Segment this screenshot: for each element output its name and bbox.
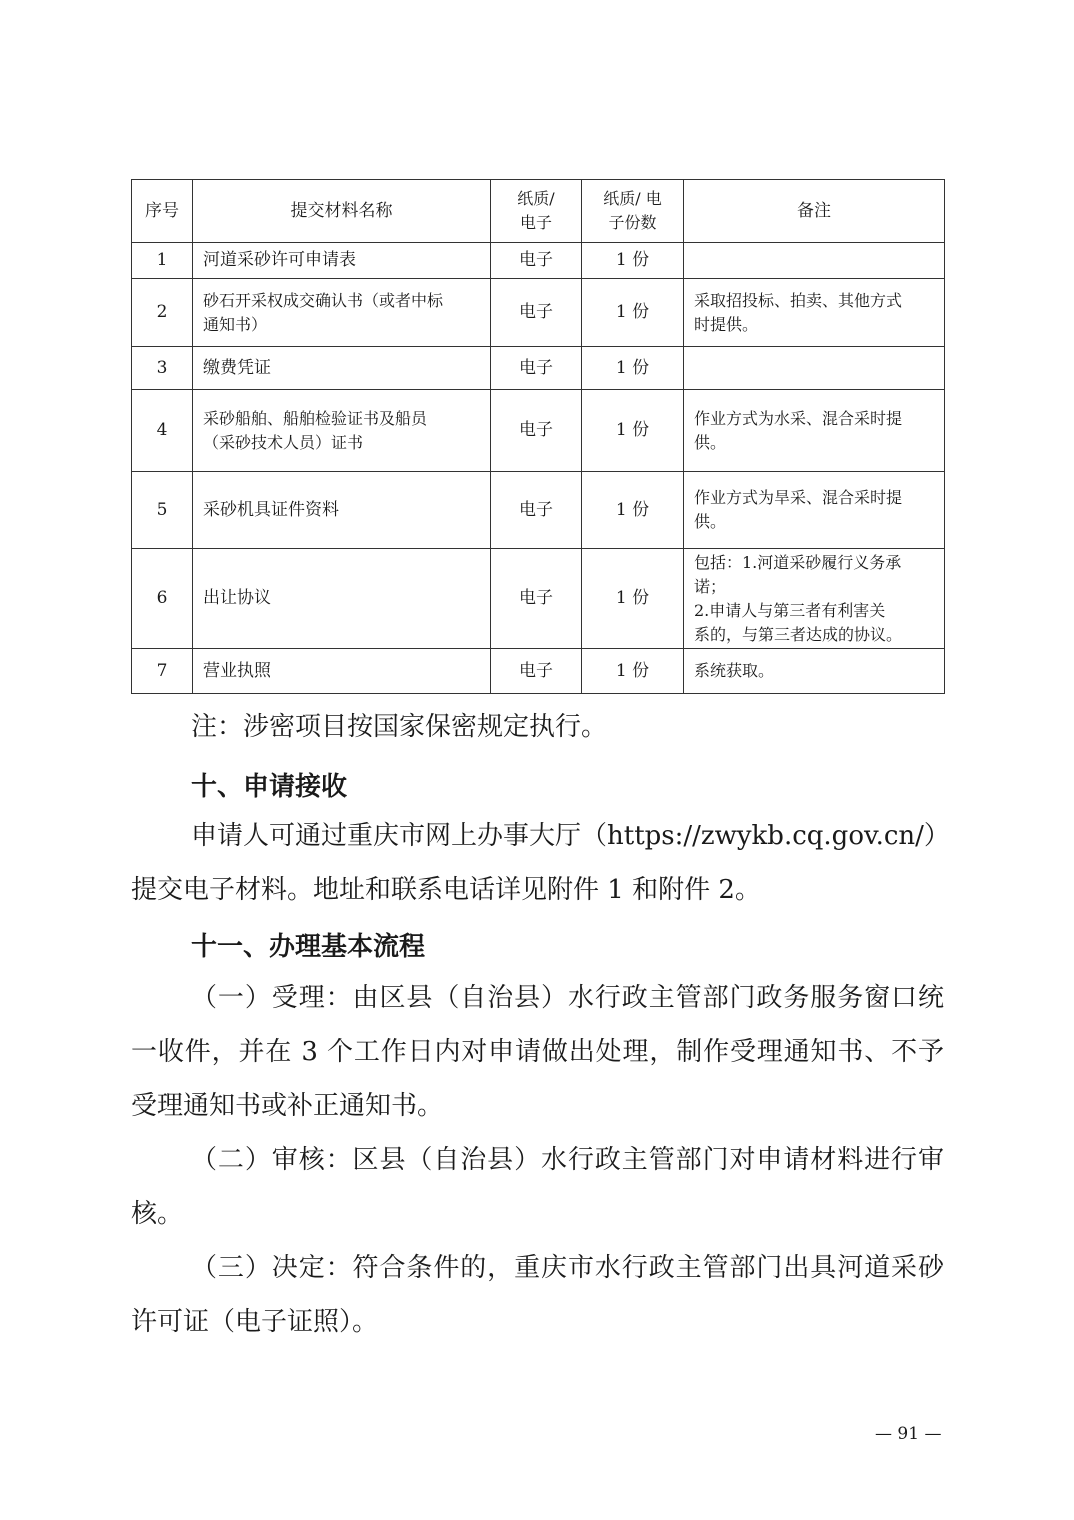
row-note: 作业方式为旱采、混合采时提 供。 — [684, 472, 945, 549]
row-copies: 1 份 — [582, 279, 684, 347]
row-name: 采砂机具证件资料 — [193, 472, 491, 549]
row-note: 系统获取。 — [684, 649, 945, 694]
row-no: 3 — [132, 347, 193, 390]
section-10-line-1: 申请人可通过重庆市网上办事大厅（https://zwykb.cq.gov.cn/） — [191, 821, 950, 851]
table-header-row — [132, 180, 945, 243]
row-copies: 1 份 — [582, 649, 684, 694]
row-name: 河道采砂许可申请表 — [193, 243, 491, 279]
row-copies: 1 份 — [582, 472, 684, 549]
section-11-heading: 十一、办理基本流程 — [191, 932, 426, 962]
row-note: 采取招投标、拍卖、其他方式 时提供。 — [684, 279, 945, 347]
table-row — [132, 347, 945, 390]
table-row — [132, 649, 945, 694]
row-note — [684, 347, 945, 390]
row-type: 电子 — [491, 279, 582, 347]
row-type: 电子 — [491, 347, 582, 390]
row-no: 6 — [132, 549, 193, 649]
row-no: 5 — [132, 472, 193, 549]
step-3-paragraph: （三）决定：符合条件的，重庆市水行政主管部门出具河道采砂许可证（电子证照）。 — [131, 1253, 944, 1337]
secrecy-footnote: 注：涉密项目按国家保密规定执行。 — [191, 712, 608, 742]
row-name: 采砂船舶、船舶检验证书及船员 （采砂技术人员）证书 — [193, 390, 491, 472]
row-name: 营业执照 — [193, 649, 491, 694]
row-note: 包括：1.河道采砂履行义务承 诺； 2.申请人与第三者有利害关 系的，与第三者达成的协议。 — [684, 549, 945, 649]
table-row — [132, 243, 945, 279]
table-row — [132, 472, 945, 549]
row-copies: 1 份 — [582, 549, 684, 649]
section-10-heading: 十、申请接收 — [191, 772, 348, 802]
row-no: 4 — [132, 390, 193, 472]
row-type: 电子 — [491, 243, 582, 279]
table-row — [132, 279, 945, 347]
row-no: 1 — [132, 243, 193, 279]
row-type: 电子 — [491, 390, 582, 472]
row-note: 作业方式为水采、混合采时提 供。 — [684, 390, 945, 472]
row-copies: 1 份 — [582, 390, 684, 472]
row-copies: 1 份 — [582, 243, 684, 279]
row-no: 7 — [132, 649, 193, 694]
table-row — [132, 390, 945, 472]
row-type: 电子 — [491, 649, 582, 694]
section-10-line-2: 提交电子材料。地址和联系电话详见附件 1 和附件 2。 — [131, 875, 761, 905]
header-name: 提交材料名称 — [193, 180, 491, 243]
row-name: 出让协议 — [193, 549, 491, 649]
row-note — [684, 243, 945, 279]
materials-table — [131, 179, 945, 694]
header-no: 序号 — [132, 180, 193, 243]
row-no: 2 — [132, 279, 193, 347]
row-name: 缴费凭证 — [193, 347, 491, 390]
row-type: 电子 — [491, 472, 582, 549]
step-1-paragraph: （一）受理：由区县（自治县）水行政主管部门政务服务窗口统一收件，并在 3 个工作日内对申请做出处理，制作受理通知书、不予受理通知书或补正通知书。 — [131, 983, 944, 1121]
step-2-paragraph: （二）审核：区县（自治县）水行政主管部门对申请材料进行审核。 — [131, 1145, 944, 1229]
table-row — [132, 549, 945, 649]
row-type: 电子 — [491, 549, 582, 649]
page-number: — 91 — — [875, 1424, 942, 1444]
header-type: 纸质/ 电子 — [491, 180, 582, 243]
header-note: 备注 — [684, 180, 945, 243]
header-copies: 纸质/ 电 子份数 — [582, 180, 684, 243]
row-name: 砂石开采权成交确认书（或者中标 通知书） — [193, 279, 491, 347]
row-copies: 1 份 — [582, 347, 684, 390]
